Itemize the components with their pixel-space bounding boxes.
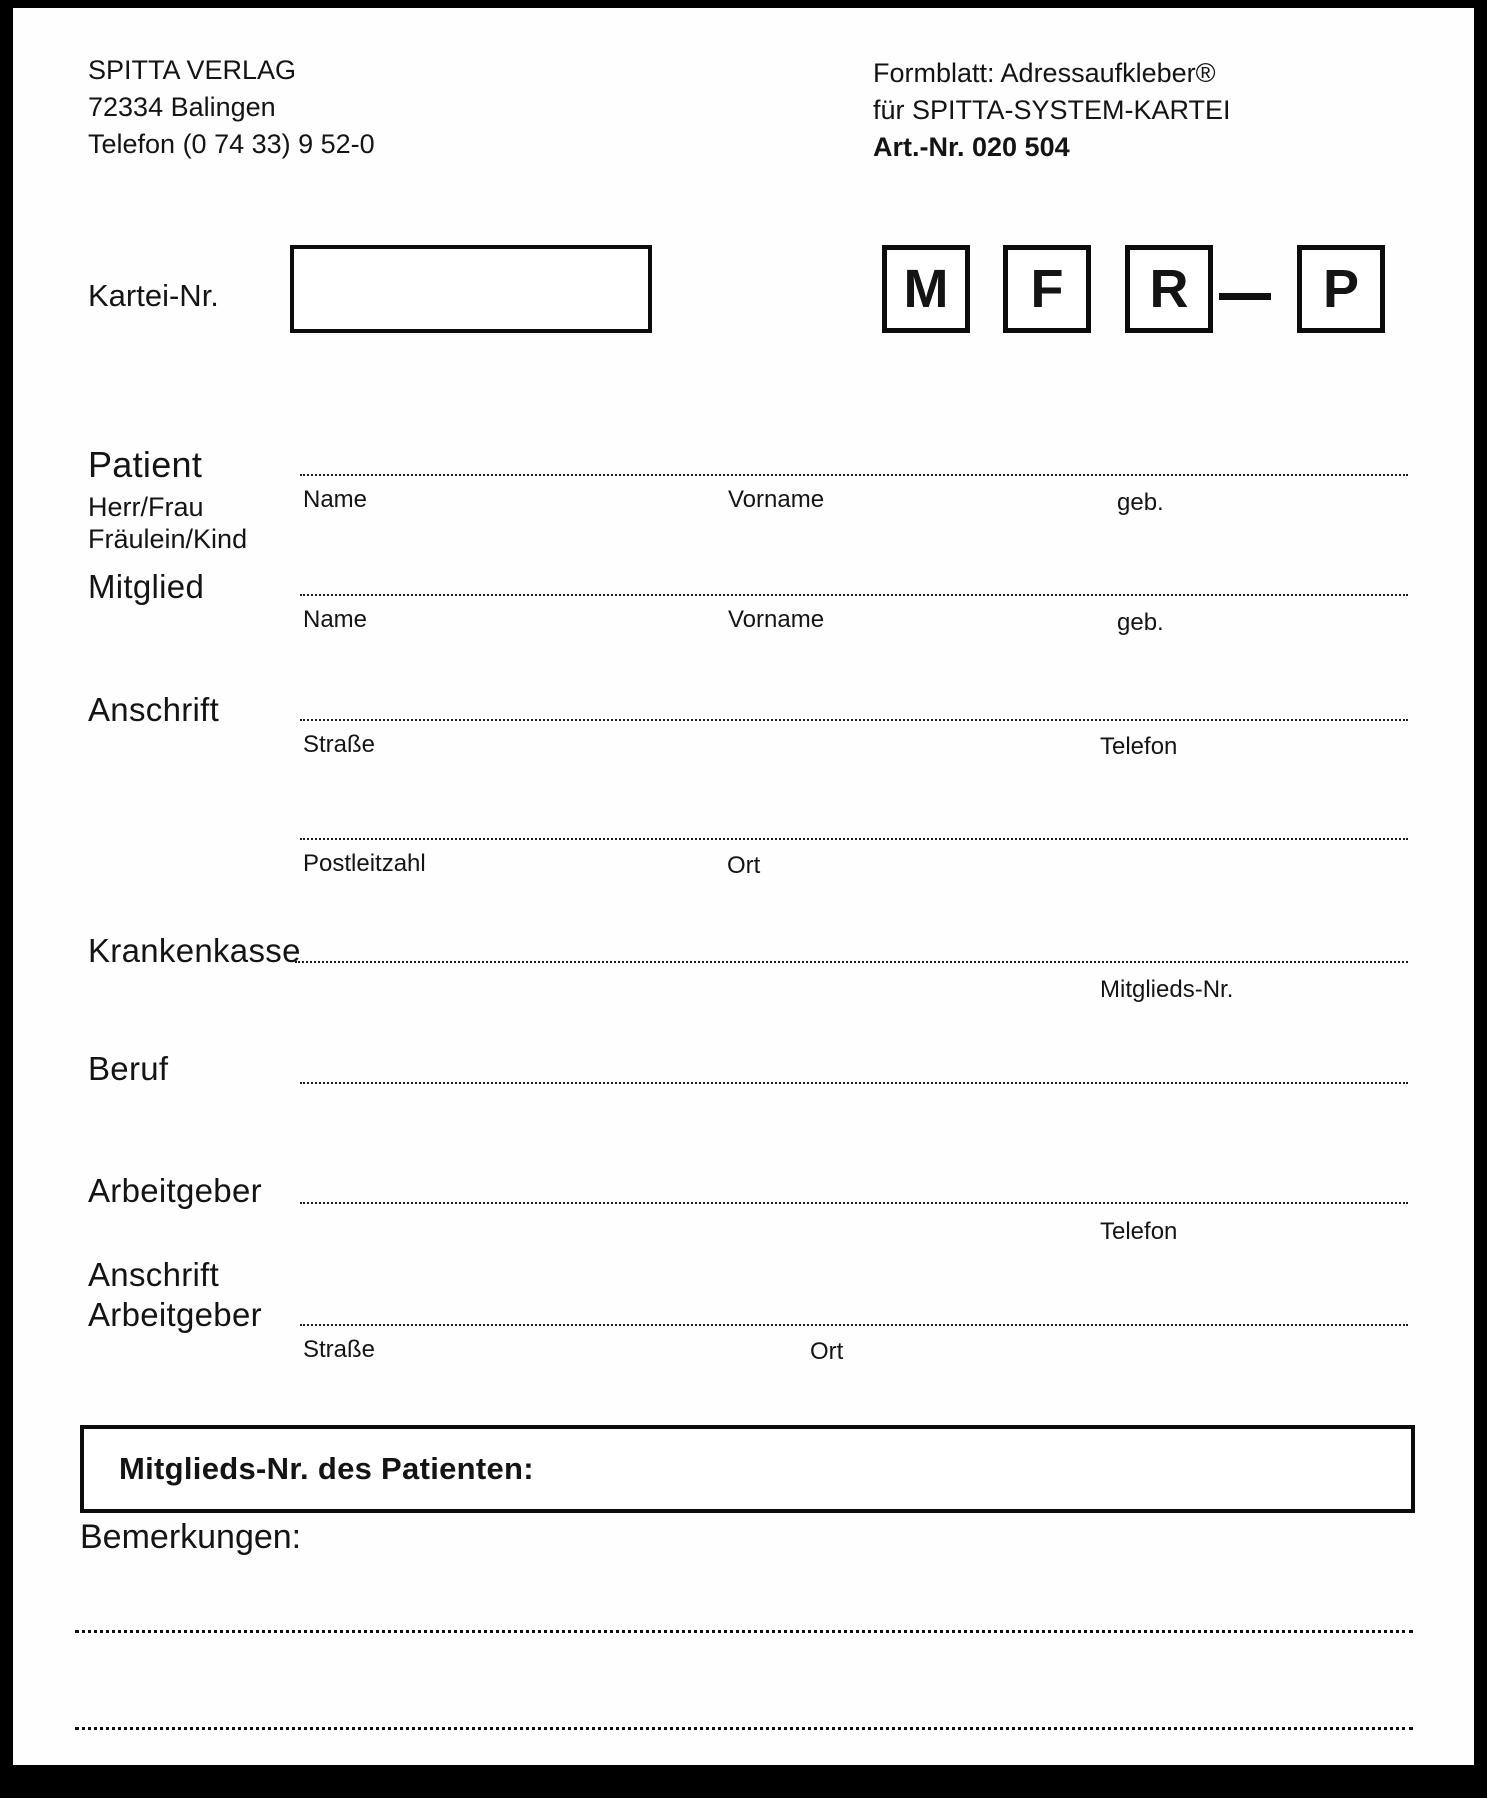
- status-letter-p: P: [1322, 259, 1360, 319]
- anschrift-arbeitgeber-field-line: [300, 1324, 1408, 1326]
- anschrift-arbeitgeber-strasse-label: Straße: [303, 1336, 376, 1363]
- krankenkasse-mitglieds-nr-label: Mitglieds-Nr.: [1100, 976, 1234, 1003]
- status-box-r: [1125, 245, 1213, 333]
- patient-sub-herr-frau: Herr/Frau: [88, 492, 204, 522]
- mitglied-vorname-label: Vorname: [728, 606, 825, 633]
- beruf-title: Beruf: [88, 1050, 169, 1087]
- mitglied-field-line: [300, 594, 1408, 596]
- krankenkasse-field-line: [295, 961, 1408, 963]
- mitglieds-nr-patienten-box: [80, 1425, 1415, 1513]
- publisher-block: [88, 52, 375, 163]
- anschrift-ort-label: Ort: [727, 852, 761, 879]
- anschrift-title: Anschrift: [88, 691, 220, 728]
- anschrift-telefon-label: Telefon: [1100, 733, 1178, 760]
- patient-field-line: [300, 474, 1408, 476]
- publisher-phone: Telefon (0 74 33) 9 52-0: [88, 129, 375, 159]
- anschrift-arbeitgeber-title-line2: Arbeitgeber: [88, 1296, 262, 1333]
- mitglied-title: Mitglied: [88, 568, 205, 605]
- anschrift-plz-label: Postleitzahl: [303, 850, 426, 877]
- beruf-field-line: [300, 1082, 1408, 1084]
- arbeitgeber-telefon-label: Telefon: [1100, 1218, 1178, 1245]
- krankenkasse-title: Krankenkasse: [88, 932, 301, 969]
- form-article-number: Art.-Nr. 020 504: [873, 132, 1070, 162]
- mitglieds-nr-patienten-title: Mitglieds-Nr. des Patienten:: [119, 1451, 534, 1486]
- status-box-f: [1003, 245, 1091, 333]
- form-title-line1: Formblatt: Adressaufkleber®: [873, 58, 1216, 88]
- anschrift-strasse-line: [300, 719, 1408, 721]
- bemerkungen-line-1: [75, 1630, 1413, 1633]
- patient-sub-fraeulein-kind: Fräulein/Kind: [88, 524, 248, 554]
- bemerkungen-title: Bemerkungen:: [80, 1518, 302, 1556]
- status-letter-f: F: [1030, 259, 1064, 319]
- form-info-block: [873, 55, 1231, 166]
- status-box-m: [882, 245, 970, 333]
- arbeitgeber-title: Arbeitgeber: [88, 1172, 262, 1209]
- patient-title: Patient: [88, 444, 203, 485]
- kartei-nr-label: Kartei-Nr.: [88, 278, 219, 313]
- mitglied-geb-label: geb.: [1117, 609, 1164, 636]
- anschrift-arbeitgeber-ort-label: Ort: [810, 1338, 844, 1365]
- patient-name-label: Name: [303, 486, 368, 513]
- kartei-nr-box: [290, 245, 652, 333]
- anschrift-arbeitgeber-title-line1: Anschrift: [88, 1256, 220, 1293]
- patient-geb-label: geb.: [1117, 489, 1164, 516]
- anschrift-ort-line: [300, 838, 1408, 840]
- patient-vorname-label: Vorname: [728, 486, 825, 513]
- status-letter-m: M: [903, 259, 949, 319]
- mitglied-name-label: Name: [303, 606, 368, 633]
- status-letter-r: R: [1149, 259, 1189, 319]
- status-box-p: [1297, 245, 1385, 333]
- bemerkungen-line-2: [75, 1727, 1413, 1730]
- form-title-line2: für SPITTA-SYSTEM-KARTEI: [873, 95, 1231, 125]
- arbeitgeber-field-line: [300, 1202, 1408, 1204]
- status-dash: [1219, 293, 1271, 300]
- anschrift-strasse-label: Straße: [303, 731, 376, 758]
- publisher-city: 72334 Balingen: [88, 92, 276, 122]
- publisher-name: SPITTA VERLAG: [88, 55, 297, 85]
